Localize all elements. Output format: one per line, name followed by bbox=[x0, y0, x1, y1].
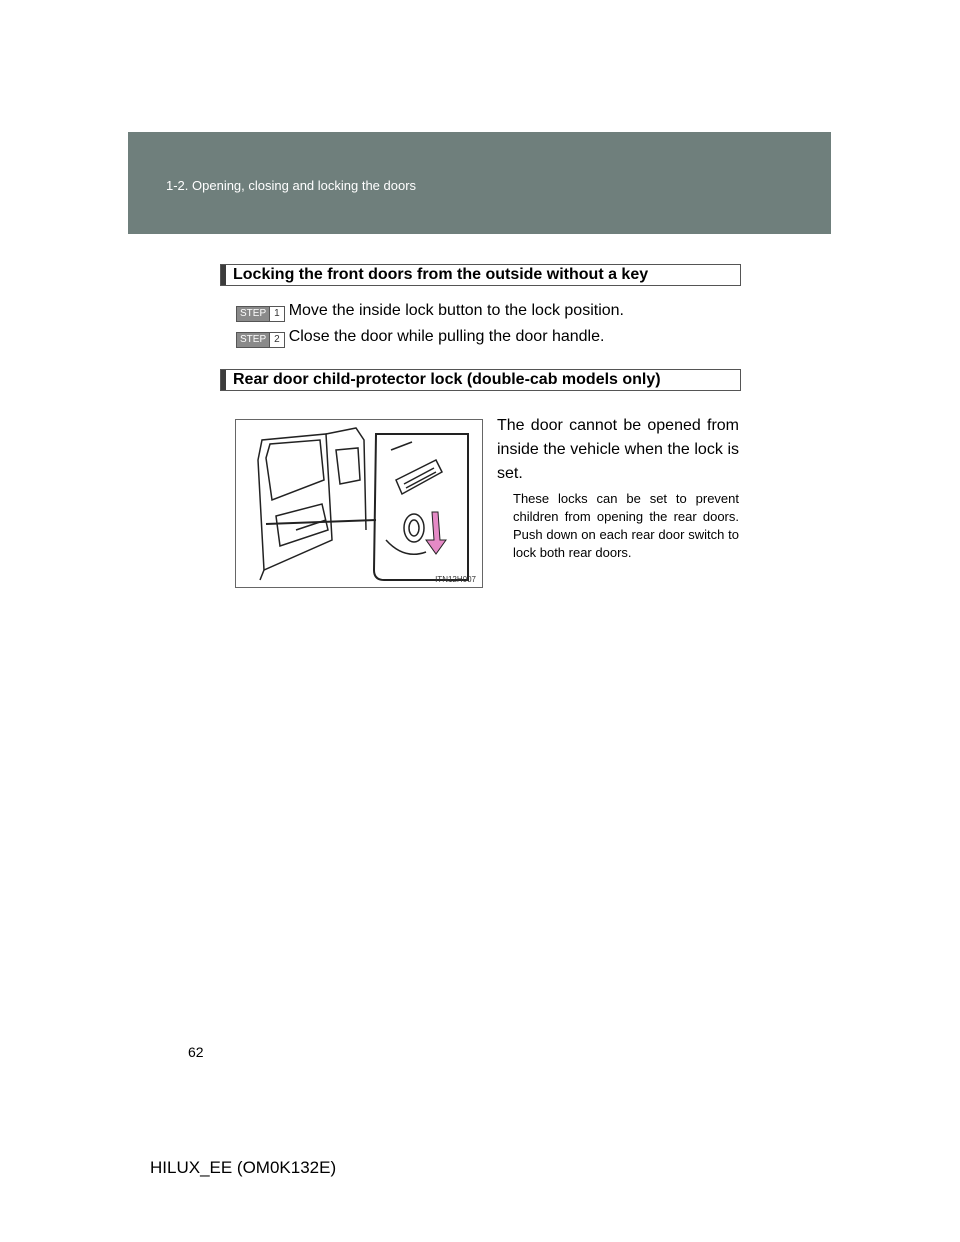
header-section-title: 1-2. Opening, closing and locking the doors bbox=[166, 178, 417, 193]
step-1-text: Move the inside lock button to the lock position. bbox=[288, 302, 624, 319]
step-2-text: Close the door while pulling the door handle. bbox=[288, 328, 605, 345]
door-illustration-graphic bbox=[236, 420, 482, 587]
footer-document-code: HILUX_EE (OM0K132E) bbox=[150, 1158, 337, 1177]
section-heading-child-protector-lock bbox=[220, 369, 741, 391]
step-2 bbox=[236, 328, 604, 346]
step-badge: STEP 2 bbox=[236, 332, 285, 348]
section-heading-locking-front-doors bbox=[220, 264, 741, 286]
heading-title: Rear door child-protector lock (double-cab models only) bbox=[233, 371, 661, 388]
header-bar bbox=[128, 132, 831, 234]
child-lock-note: These locks can be set to prevent children from opening the rear doors. Push down on each rear door switch to lock both rear doors. bbox=[513, 491, 739, 560]
page-number: 62 bbox=[188, 1044, 204, 1060]
door-lock-illustration bbox=[235, 419, 483, 588]
step-badge: STEP 1 bbox=[236, 306, 285, 322]
heading-title: Locking the front doors from the outside without a key bbox=[233, 266, 649, 283]
heading-accent bbox=[221, 265, 226, 285]
step-1 bbox=[236, 302, 624, 320]
heading-accent bbox=[221, 370, 226, 390]
figure-code: ITN12H007 bbox=[435, 575, 476, 584]
child-lock-description: The door cannot be opened from inside the vehicle when the lock is set. bbox=[497, 417, 739, 482]
